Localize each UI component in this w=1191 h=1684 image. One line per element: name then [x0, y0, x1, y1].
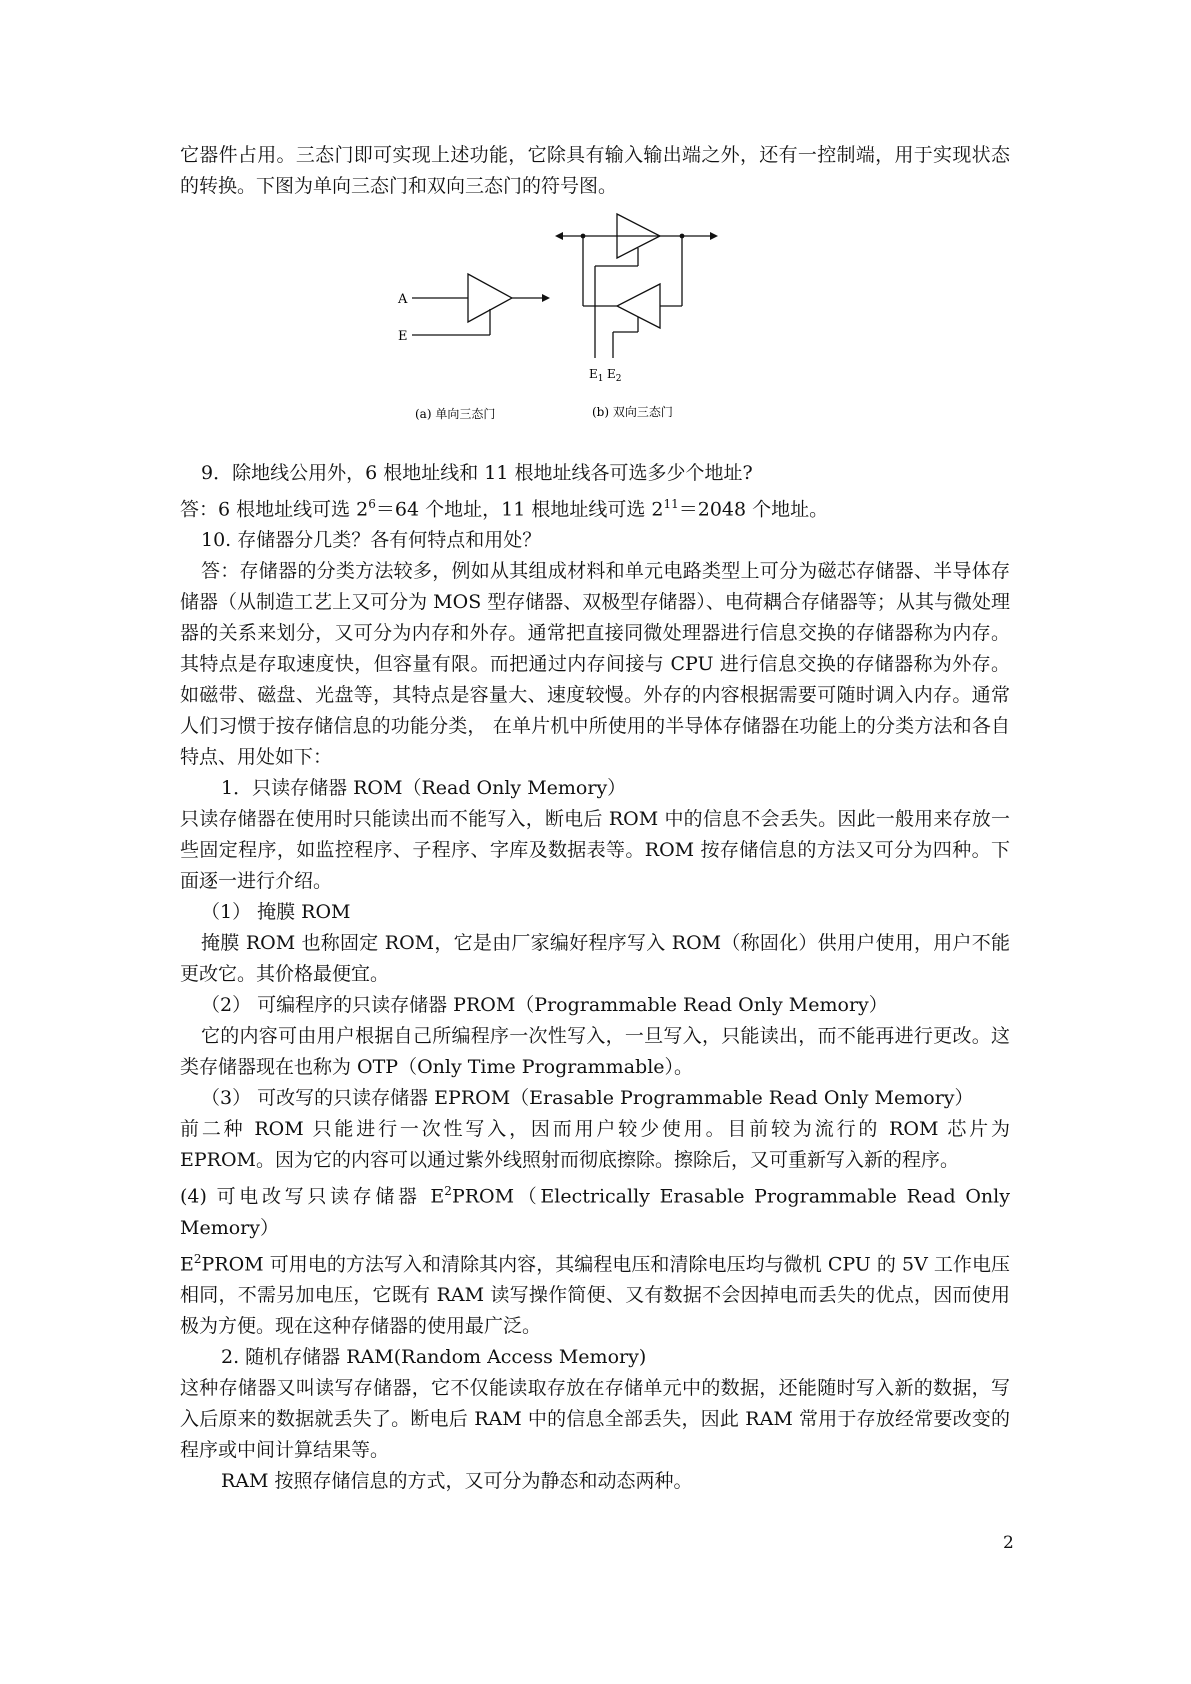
junction-left-dot	[581, 234, 586, 239]
rom-description: 只读存储器在使用时只能读出而不能写入，断电后 ROM 中的信息不会丢失。因此一般用来存放一些固定程序，如监控程序、子程序、字库及数据表等。ROM 按存储信息的方法又可分为四种。下面逐一进行介绍。	[180, 808, 1010, 893]
answer-10: 答：存储器的分类方法较多，例如从其组成材料和单元电路类型上可分为磁芯存储器、半导体存储器（从制造工艺上又可分为 MOS 型存储器、双极型存储器）、电荷耦合存储器等；从其与微处理器的关系来划分，又可分为内存和外存。通常把直接同微处理器进行信息交换的存储器称为内存。其特点是存取速度快，但容量有限。而把通过内存间接与 CPU 进行信息交换的存储器称为外存。如磁带、磁盘、光盘等，其特点是容量大、速度较慢。外存的内容根据需要可随时调入内存。通常人们习惯于按存储信息的功能分类， 在单片机中所使用的半导体存储器在功能上的分类方法和各自特点、用处如下：	[180, 560, 1010, 769]
label-e1: $E_1$	[589, 367, 604, 384]
page-number: 2	[1003, 1533, 1014, 1553]
question-9: 9．除地线公用外，6 根地址线和 11 根地址线各可选多少个地址?	[201, 462, 753, 484]
answer-9: 答：6 根地址线可选 $2^6=64$ 个地址，11 根地址线可选 $2^{11}=2048$ 个地址。	[180, 497, 829, 521]
caption-unidirectional: (a) 单向三态门	[415, 407, 496, 421]
document-page	[180, 140, 1010, 1497]
prom-description: 它的内容可由用户根据自己所编程序一次性写入，一旦写入，只能读出，而不能再进行更改。这类存储器现在也称为 OTP（Only Time Programmable）。	[180, 1025, 1010, 1079]
heading-ram: 2. 随机存储器 RAM(Random Access Memory)	[221, 1345, 647, 1368]
heading-eprom: （3） 可改写的只读存储器 EPROM（Erasable Programmable Read Only Memory）	[201, 1087, 974, 1110]
ram-description: 这种存储器又叫读写存储器，它不仅能读取存放在存储单元中的数据，还能随时写入新的数据，写入后原来的数据就丢失了。断电后 RAM 中的信息全部丢失，因此 RAM 常用于存放经常要改变的程序或中间计算结果等。	[180, 1376, 1010, 1461]
ram-types: RAM 按照存储信息的方式，又可分为静态和动态两种。	[221, 1469, 693, 1492]
bus-left-arrow-icon	[555, 232, 563, 240]
heading-rom: 1．只读存储器 ROM（Read Only Memory）	[221, 777, 627, 800]
label-e: E	[398, 329, 408, 344]
e2prom-description: $E^2PROM$ 可用电的方法写入和清除其内容，其编程电压和清除电压均与微机 CPU 的 5V 工作电压相同，不需另加电压，它既有 RAM 读写操作简便、又有数据不会因掉电而丢失的优点，因而使用极为方便。现在这种存储器的使用最广泛。	[180, 1251, 1010, 1337]
tristate-gate-figure	[180, 208, 1010, 448]
mask-rom-description: 掩膜 ROM 也称固定 ROM，它是由厂家编好程序写入 ROM（称固化）供用户使用，用户不能更改它。其价格最便宜。	[180, 932, 1010, 986]
eprom-description: 前二种 ROM 只能进行一次性写入，因而用户较少使用。目前较为流行的 ROM 芯片为 EPROM。因为它的内容可以通过紫外线照射而彻底擦除。擦除后，又可重新写入新的程序。	[180, 1118, 1010, 1172]
heading-e2prom: (4) 可电改写只读存储器 $E^2PROM(Electrically$ Erasable Programmable Read Only Memory）	[180, 1184, 1010, 1239]
heading-prom: （2） 可编程序的只读存储器 PROM（Programmable Read Only Memory）	[201, 994, 888, 1017]
bus-right-arrow-icon	[710, 232, 718, 240]
heading-mask-rom: （1） 掩膜 ROM	[201, 901, 351, 924]
question-10: 10. 存储器分几类？各有何特点和用处？	[201, 529, 542, 552]
label-a: A	[398, 292, 408, 307]
caption-bidirectional: (b) 双向三态门	[592, 405, 673, 419]
junction-right-dot	[680, 234, 685, 239]
output-arrow-icon	[542, 294, 550, 302]
label-e2: $E_2$	[607, 367, 622, 384]
tristate-gate-diagram	[180, 208, 1010, 448]
paragraph-intro: 它器件占用。三态门即可实现上述功能，它除具有输入输出端之外，还有一控制端，用于实现状态的转换。下图为单向三态门和双向三态门的符号图。	[180, 144, 1010, 197]
